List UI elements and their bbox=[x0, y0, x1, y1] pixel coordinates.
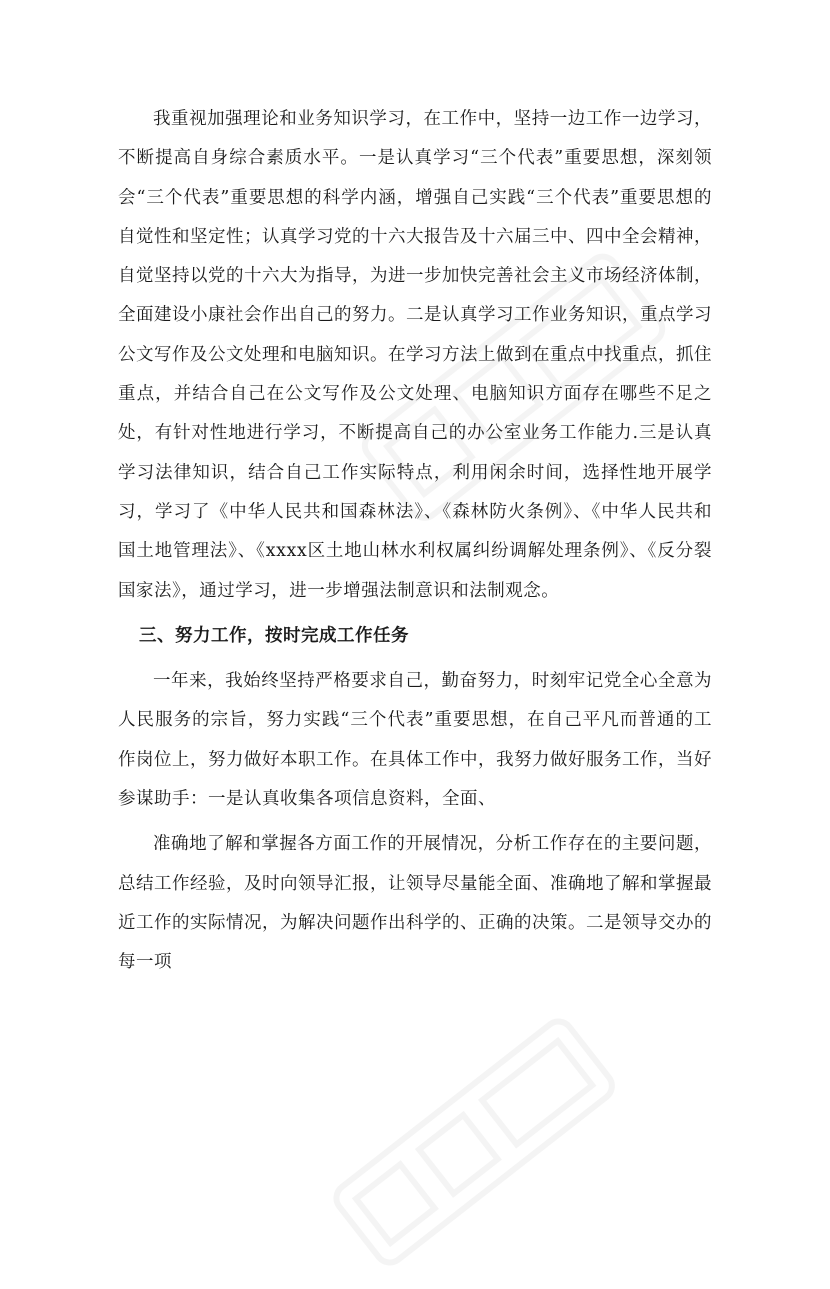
body-paragraph: 我重视加强理论和业务知识学习，在工作中，坚持一边工作一边学习，不断提高自身综合素质水平。一是认真学习“三个代表”重要思想，深刻领会“三个代表”重要思想的科学内涵，增强自己实践“三个代表”重要思想的自觉性和坚定性；认真学习党的十六大报告及十六届三中、四中全会精神，自觉坚持以党的十六大为指导，为进一步加快完善社会主义市场经济体制，全面建设小康社会作出自己的努力。二是认真学习工作业务知识，重点学习公文写作及公文处理和电脑知识。在学习方法上做到在重点中找重点，抓住重点，并结合自己在公文写作及公文处理、电脑知识方面存在哪些不足之处，有针对性地进行学习，不断提高自己的办公室业务工作能力.三是认真学习法律知识，结合自己工作实际特点，利用闲余时间，选择性地开展学习，学习了《中华人民共和国森林法》、《森林防火条例》、《中华人民共和国土地管理法》、《xxxx区土地山林水利权属纠纷调解处理条例》、《反分裂国家法》，通过学习，进一步增强法制意识和法制观念。 bbox=[118, 109, 712, 601]
section-heading: 三、努力工作，按时完成工作任务 bbox=[139, 625, 409, 646]
body-paragraph: 准确地了解和掌握各方面工作的开展情况，分析工作存在的主要问题，总结工作经验，及时向领导汇报，让领导尽量能全面、准确地了解和掌握最近工作的实际情况，为解决问题作出科学的、正确的决策。二是领导交办的每一项 bbox=[118, 834, 712, 973]
body-paragraph: 一年来，我始终坚持严格要求自己，勤奋努力，时刻牢记党全心全意为人民服务的宗旨，努力实践“三个代表”重要思想，在自己平凡而普通的工作岗位上，努力做好本职工作。在具体工作中，我努力做好服务工作，当好参谋助手：一是认真收集各项信息资料，全面、 bbox=[118, 671, 712, 810]
